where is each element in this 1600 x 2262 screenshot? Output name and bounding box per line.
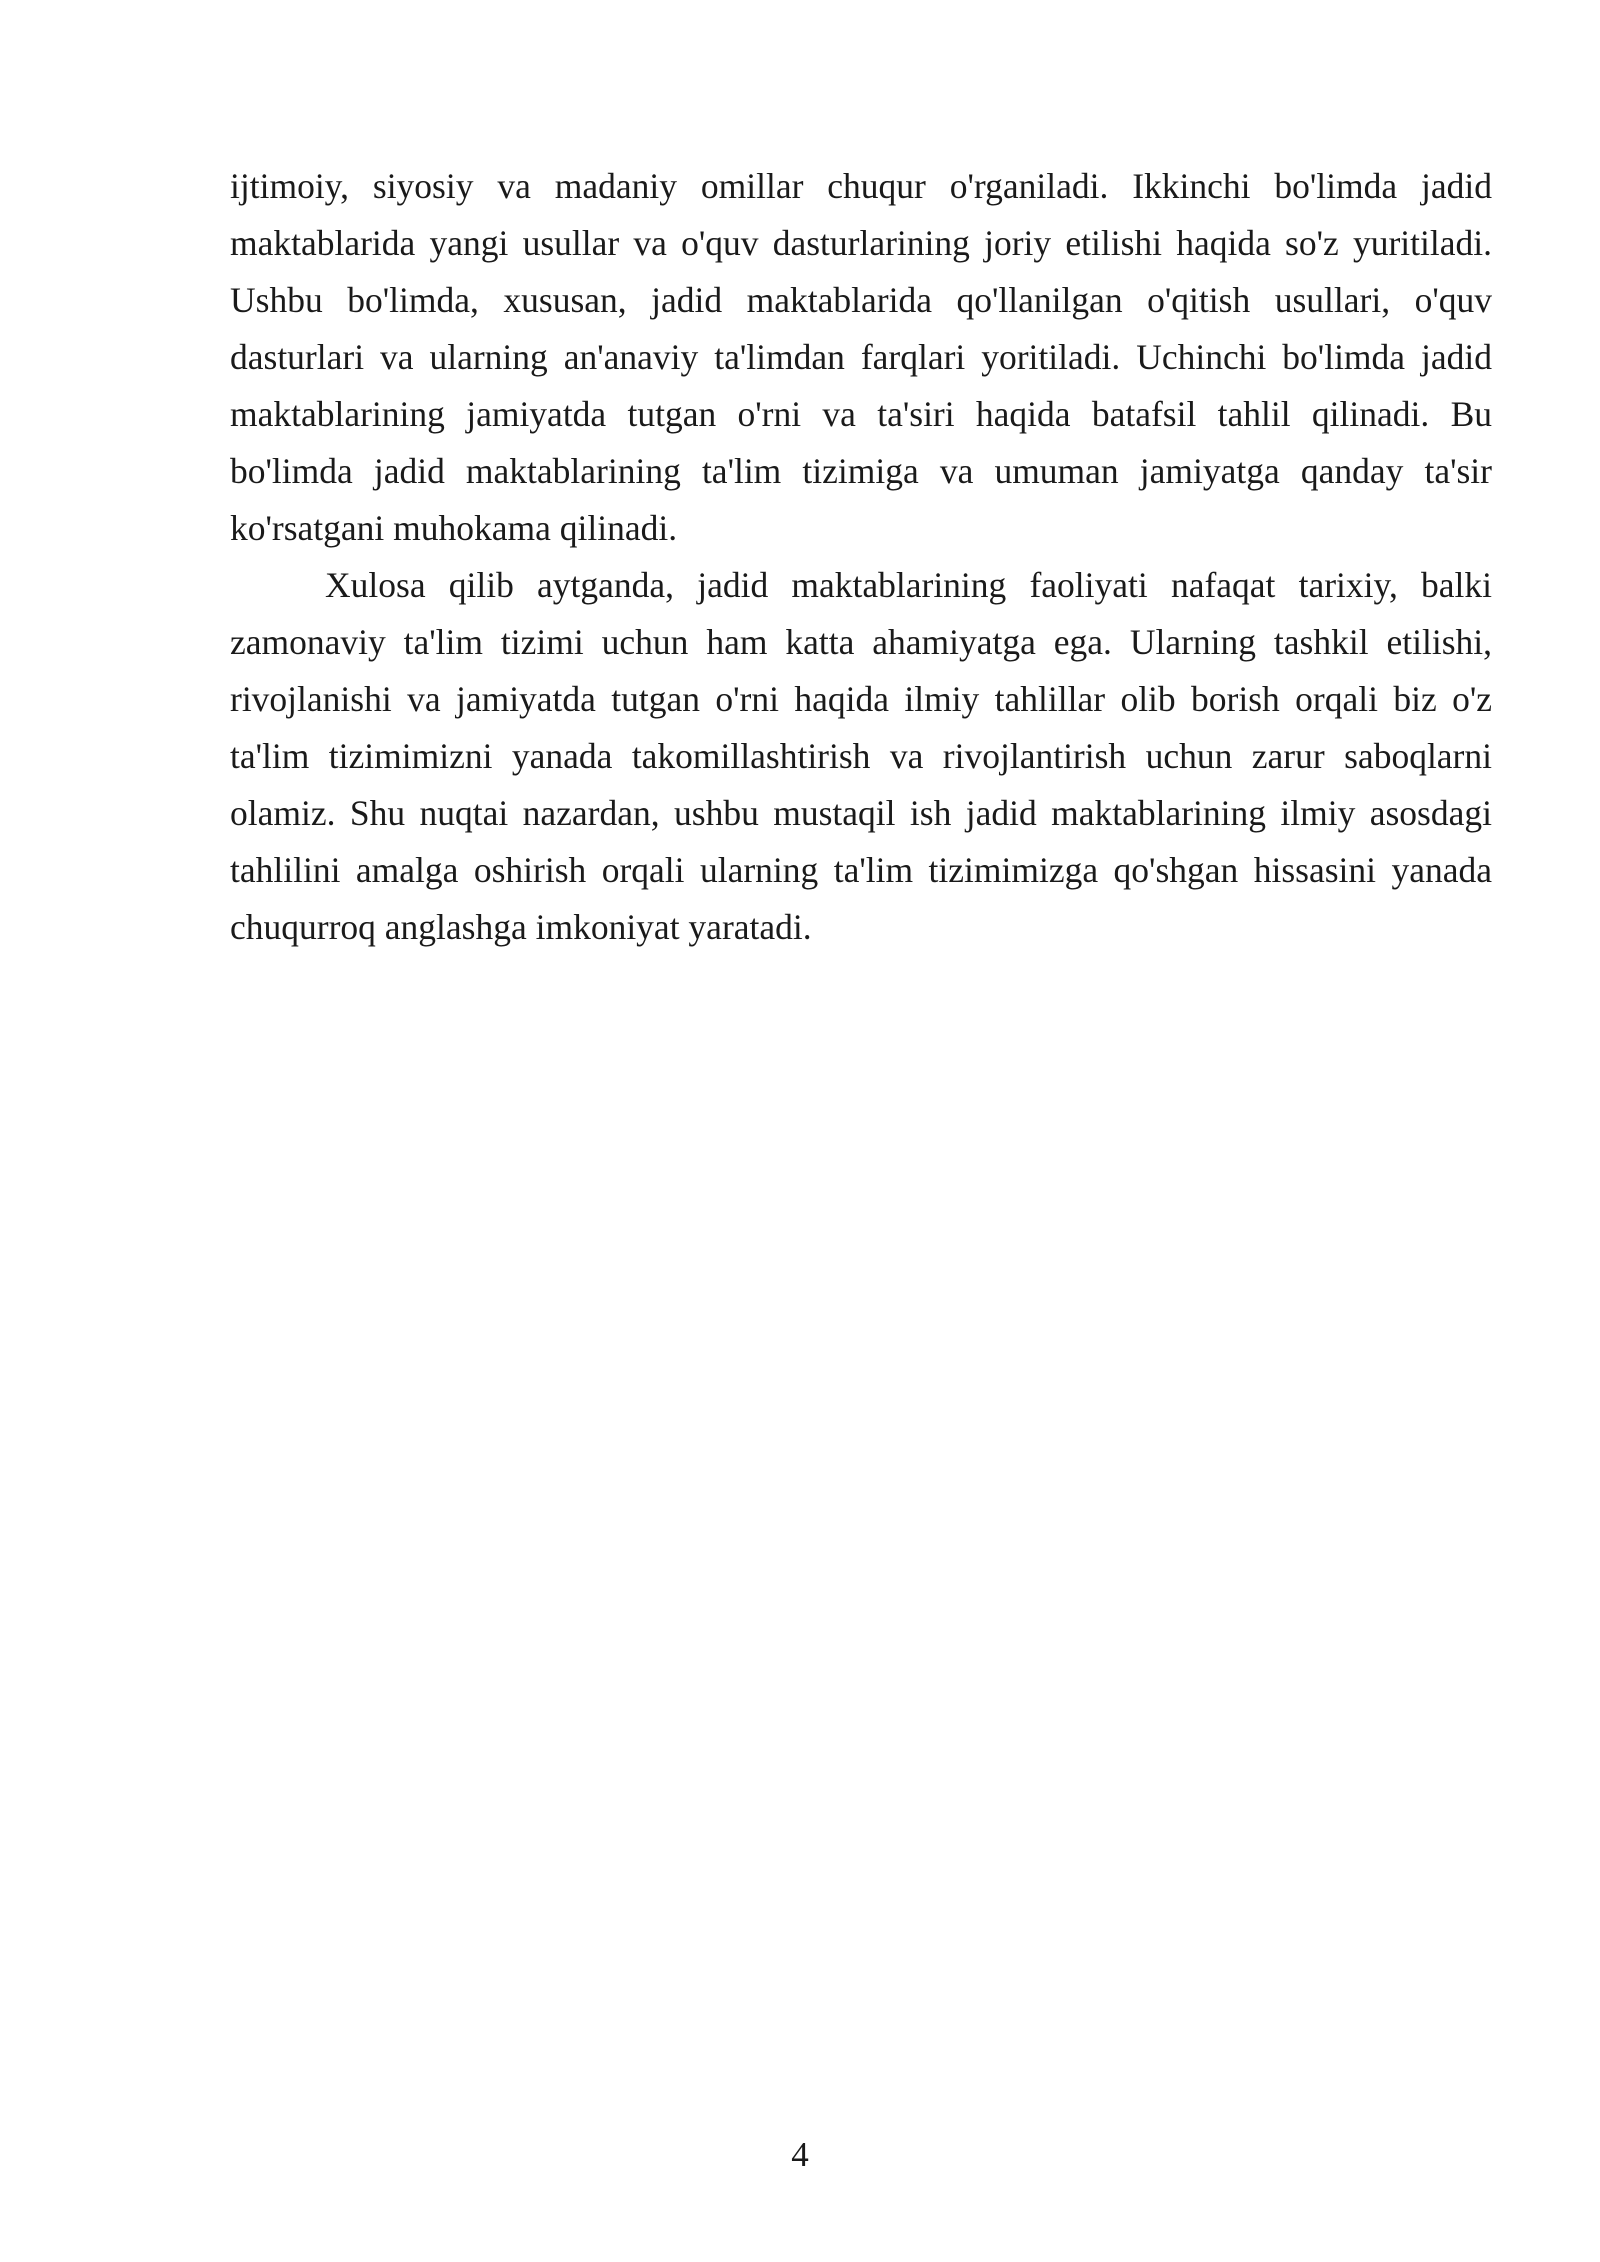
body-text: [230, 158, 1492, 956]
paragraph-continuation: ijtimoiy, siyosiy va madaniy omillar chuqur o'rganiladi. Ikkinchi bo'limda jadid maktablarida yangi usullar va o'quv dasturlarining joriy etilishi haqida so'z yuritiladi. Ushbu bo'limda, xususan, jadid maktablarida qo'llanilgan o'qitish usullari, o'quv dasturlari va ularning an'anaviy ta'limdan farqlari yoritiladi. Uchinchi bo'limda jadid maktablarining jamiyatda tutgan o'rni va ta'siri haqida batafsil tahlil qilinadi. Bu bo'limda jadid maktablarining ta'lim tizimiga va umuman jamiyatga qanday ta'sir ko'rsatgani muhokama qilinadi.: [230, 166, 1492, 548]
paragraph-conclusion: Xulosa qilib aytganda, jadid maktablarining faoliyati nafaqat tarixiy, balki zamonaviy ta'lim tizimi uchun ham katta ahamiyatga ega. Ularning tashkil etilishi, rivojlanishi va jamiyatda tutgan o'rni haqida ilmiy tahlillar olib borish orqali biz o'z ta'lim tizimimizni yanada takomillashtirish va rivojlantirish uchun zarur saboqlarni olamiz. Shu nuqtai nazardan, ushbu mustaqil ish jadid maktablarining ilmiy asosdagi tahlilini amalga oshirish orqali ularning ta'lim tizimimizga qo'shgan hissasini yanada chuqurroq anglashga imkoniyat yaratadi.: [230, 565, 1492, 947]
page-number: 4: [791, 2135, 809, 2174]
